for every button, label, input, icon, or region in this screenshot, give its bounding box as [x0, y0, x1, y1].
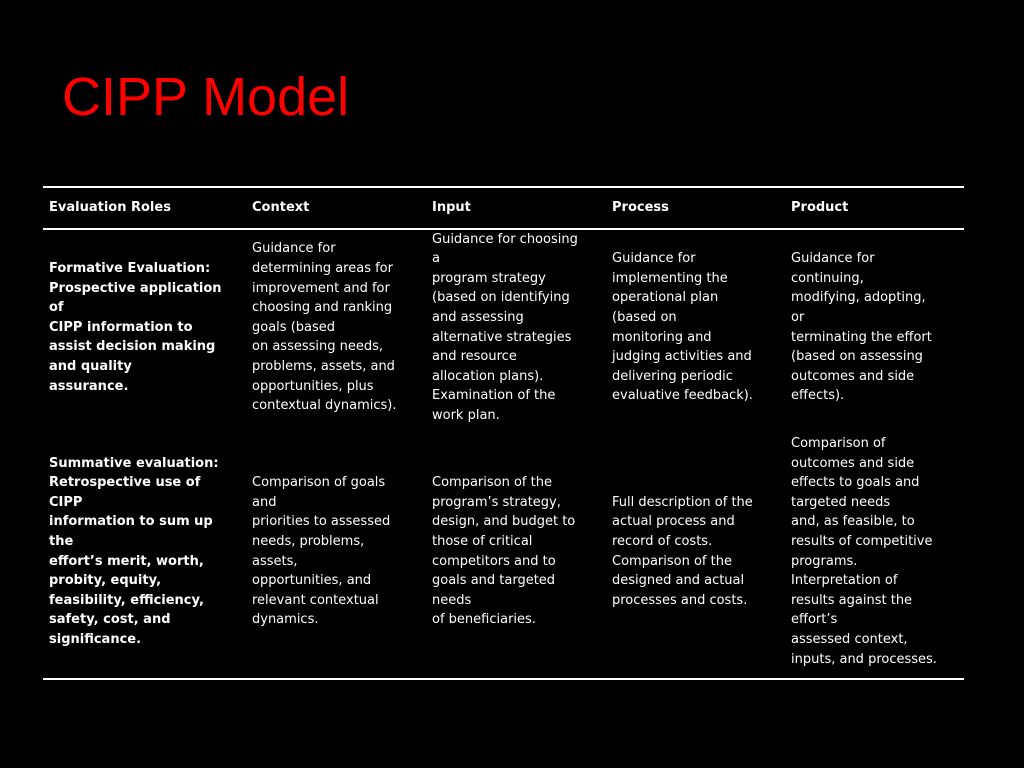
cell-line: design, and budget to	[432, 514, 576, 530]
cell-line: Guidance for choosing	[432, 231, 578, 247]
cell-line: priorities to assessed	[252, 514, 391, 530]
cell-line: results against the	[791, 592, 913, 608]
cell-line: effects to goals and	[791, 475, 920, 491]
cell-line: feasibility, efficiency,	[49, 592, 204, 608]
cell-line: significance.	[49, 631, 142, 647]
cell-line: Comparison of	[791, 436, 886, 452]
cell-line: and	[252, 494, 277, 510]
header-evaluation-roles: Evaluation Roles	[43, 187, 246, 229]
cell-summative-role	[43, 426, 246, 679]
cell-line: Comparison of the	[612, 553, 732, 569]
cell-line: Guidance for	[791, 251, 875, 267]
cell-summative-process	[606, 426, 785, 679]
cell-line: Summative evaluation:	[49, 455, 219, 471]
cell-line: improvement and for	[252, 280, 390, 296]
cell-line: competitors and to	[432, 553, 556, 569]
cell-line: effects).	[791, 388, 845, 404]
cell-line: alternative strategies	[432, 329, 572, 345]
cell-line: outcomes and side	[791, 368, 915, 384]
cell-line: assurance.	[49, 378, 129, 394]
cell-line: problems, assets, and	[252, 358, 395, 374]
cell-line: inputs, and processes.	[791, 651, 937, 667]
cell-line: needs, problems,	[252, 534, 365, 549]
cell-line: (based on assessing	[791, 349, 923, 365]
cell-line: program strategy	[432, 270, 546, 286]
cell-line: the	[49, 534, 74, 549]
cell-line: Full description of the	[612, 494, 753, 510]
cell-line: Comparison of the	[432, 475, 552, 491]
cell-line: needs	[432, 592, 472, 608]
cell-summative-context	[246, 426, 426, 679]
cell-formative-context	[246, 229, 426, 426]
cell-line: Comparison of goals	[252, 475, 386, 491]
cell-formative-product	[785, 229, 964, 426]
cell-line: Guidance for	[612, 251, 696, 267]
cell-line: and, as feasible, to	[791, 514, 915, 530]
slide-title: CIPP Model	[62, 67, 350, 127]
cell-line: and resource	[432, 349, 517, 365]
cell-summative-input	[426, 426, 606, 679]
cell-formative-input	[426, 229, 606, 426]
cell-line: implementing the	[612, 270, 728, 286]
cell-line: and assessing	[432, 310, 524, 325]
cell-line: effort’s merit, worth,	[49, 553, 204, 569]
cell-line: evaluative feedback).	[612, 388, 753, 404]
cell-line: judging activities and	[612, 349, 752, 365]
cell-line: those of critical	[432, 534, 533, 549]
cipp-table-container	[43, 186, 964, 680]
cell-line: CIPP information to	[49, 319, 193, 335]
cipp-table	[43, 186, 964, 680]
cell-line: allocation plans).	[432, 368, 544, 384]
cell-line: goals (based	[252, 319, 336, 335]
cell-formative-role	[43, 229, 246, 426]
cell-line: designed and actual	[612, 573, 745, 589]
table-header-row	[43, 187, 964, 229]
cell-line: of beneficiaries.	[432, 612, 536, 628]
cell-line: on assessing needs,	[252, 339, 384, 355]
cell-line: continuing,	[791, 270, 864, 286]
cell-line: operational plan	[612, 290, 719, 306]
cell-line: of	[49, 300, 64, 316]
cell-line: probity, equity,	[49, 573, 162, 589]
header-process: Process	[606, 187, 785, 229]
cell-line: actual process and	[612, 514, 735, 530]
cell-line: relevant contextual	[252, 592, 379, 608]
cell-line: processes and costs.	[612, 592, 748, 608]
cell-line: program’s strategy,	[432, 494, 561, 510]
cell-line: Prospective application	[49, 280, 222, 296]
cell-line: work plan.	[432, 407, 500, 423]
cell-line: targeted needs	[791, 494, 891, 510]
cell-line: monitoring and	[612, 329, 712, 345]
header-product: Product	[785, 187, 964, 229]
cell-line: and quality	[49, 358, 132, 374]
cell-line: delivering periodic	[612, 368, 733, 384]
cell-line: choosing and ranking	[252, 300, 393, 316]
cell-line: information to sum up	[49, 514, 213, 530]
cell-line: assist decision making	[49, 339, 216, 355]
cell-line: opportunities, and	[252, 573, 372, 589]
cell-line: Guidance for	[252, 241, 336, 257]
cell-line: record of costs.	[612, 534, 713, 549]
cell-line: terminating the effort	[791, 329, 932, 345]
cell-line: opportunities, plus	[252, 378, 374, 394]
header-context: Context	[246, 187, 426, 229]
table-row-formative	[43, 229, 964, 426]
cell-summative-product	[785, 426, 964, 679]
cell-line: Examination of the	[432, 388, 556, 404]
cell-line: assessed context,	[791, 631, 908, 647]
cell-line: Retrospective use of	[49, 475, 201, 491]
table-row-summative	[43, 426, 964, 679]
cell-line: safety, cost, and	[49, 612, 171, 628]
cell-line: results of competitive	[791, 534, 933, 549]
cell-line: CIPP	[49, 494, 83, 510]
cell-line: assets,	[252, 553, 298, 569]
cell-line: Formative Evaluation:	[49, 261, 211, 277]
cell-line: (based on	[612, 310, 677, 325]
cell-line: determining areas for	[252, 261, 393, 277]
cell-line: outcomes and side	[791, 455, 915, 471]
cell-line: a	[432, 251, 440, 267]
cell-line: effort’s	[791, 612, 838, 628]
cell-line: goals and targeted	[432, 573, 556, 589]
cell-line: modifying, adopting,	[791, 290, 926, 306]
cell-line: Interpretation of	[791, 573, 898, 589]
cell-line: programs.	[791, 553, 858, 569]
header-input: Input	[426, 187, 606, 229]
cell-line: contextual dynamics).	[252, 398, 397, 414]
cell-line: (based on identifying	[432, 290, 570, 306]
cell-line: or	[791, 310, 805, 325]
cell-formative-process	[606, 229, 785, 426]
cell-line: dynamics.	[252, 612, 319, 628]
